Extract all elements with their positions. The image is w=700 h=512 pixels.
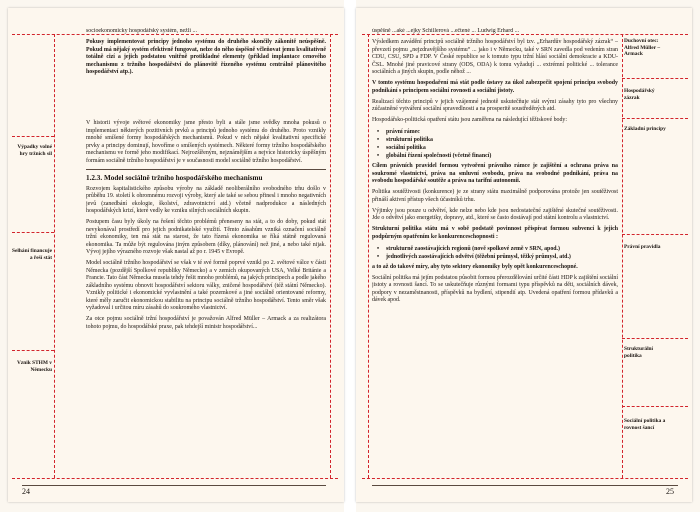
list-item: • strukturní politika	[372, 136, 618, 144]
frame-left-line	[368, 34, 369, 478]
margin-note: Výpadky volné hry tržních sil	[17, 144, 52, 157]
paragraph: Realizací těchto principů v jejich vzájemné jednotě uskutečňuje stát svými zásahy tyto pro všechny zúčastněné vytváření sociální spravedlnosti a na prosperitě soustředěných atd.	[372, 98, 618, 112]
list-item: • sociální politika	[372, 144, 618, 152]
margin-note: Sociální politika a rovnost šancí	[624, 418, 666, 431]
list-item: • globální řízení společnosti (včetně financí)	[372, 152, 618, 160]
paragraph: Model sociálně tržního hospodářství se však v té své formě poprvé vznikl po 2. světové válce v části Německa (pozdější Spolkové republiky Německo) a v zemích okupovaných USA, Velké Británie a Francie. Tato část Německa musela tehdy řešit mnoho problémů, na jakých principech a podle jakého základního systému obnovit hospodářství sektoru války, zničené hospodářství (též státní Německo). Vznikly politické i ekonomické vyvlastnění a také pozemkové a jiné sociálně orientované reformy, které měly zaručit ekonomickou stabilitu na principu sociálně tržního hospodářství. Tento směr však vyžadoval i určitou míru zásahů do soukromého vlastnictví.	[86, 260, 326, 311]
right-body-text	[372, 28, 618, 482]
note-separator	[622, 78, 688, 79]
book-gutter	[344, 0, 356, 512]
frame-right-line	[330, 34, 331, 478]
paragraph: Sociální politika má jejím podstatou působit formou přerozdělování určité části HDP k zajištění sociální jistoty a rovnosti šancí. To se uskutečňuje různými formami typu příspěvků na děti, sociálních dávek, podpory v nezaměstnanosti, příspěvků na bydlení, stipendií atp. Uvedená opatření formou přídavků a dávek apod.	[372, 274, 618, 303]
frame-margin-line	[54, 34, 55, 478]
paragraph: socioekonomicky hospodářský systém, nežli ...	[86, 28, 197, 34]
structural-list	[372, 245, 618, 261]
paragraph: Za otce pojmu sociálně tržní hospodářství je považován Alfred Müller – Armack a za realizátora tohoto pojmu, do hospodářské praxe, pak tehdejší ministr hospodářství...	[86, 316, 326, 330]
margin-note: Vznik STHM v Německu	[16, 360, 52, 373]
list-item: • strukturně zaostávajících regionů (nově spolkové země v SRN, apod.)	[372, 245, 618, 253]
paragraph: Výjimky jsou pouze u odvětví, kde nelze nebo kde jsou nedostatečné zajištěné skutečné soutěživosti. Jde o odvětví jako energetiky, dopravy, atd., které se často dostávají pod státní kontrolu a vlastnictví.	[372, 207, 618, 221]
note-separator	[12, 350, 54, 351]
page-number: 25	[666, 487, 674, 496]
margin-note: Základní principy	[624, 126, 666, 132]
note-separator	[622, 406, 688, 407]
note-separator	[622, 338, 688, 339]
paragraph: Cílem právních pravidel formou vytvoření právního rámce je zajištění a ochrana práva na soukromé vlastnictví, práva na smluvní svobodu, práva na svobodné podnikání, práva na svobodu hospodářské soutěže a práva na tarifní autonomii.	[372, 163, 618, 184]
paragraph: Výsledkem zavádění principů sociálně tržního hospodářství byl tzv. „Erhardův hospodářský zázrak“ – převzetí pojmu „nejzdravějšího systému“ ... jako i v Německu, také v SRN zavedla pod vedením stran CDU, CSU, SPD a FDP. V České republice se k tomuto typu tržní hlásí sociální demokracie a KDU-ČSL. Mnohé jiné pravicové strany (ODS, ODA) k tomu vyžadují ... extrémní politické ... tolerance sociálních a jiných skupin, podle něhož ...	[372, 39, 618, 75]
note-separator	[622, 118, 688, 119]
left-page	[8, 8, 344, 502]
note-separator	[12, 136, 54, 137]
margin-note: Právní pravidla	[624, 244, 661, 250]
spacer	[86, 80, 326, 120]
paragraph: Politika soutěživosti (konkurence) je ze strany státu maximálně podporována protože jen soutěživost přináší aktivní přístup všech účastníků trhu.	[372, 189, 618, 203]
footer-rule	[22, 485, 326, 486]
paragraph: Strukturní politika státu má v sobě podstatě povinnost přispívat formou subvencí k jejich podpůrným opatřením ke konkurenceschopnosti :	[372, 226, 618, 240]
paragraph: úspěšně ...aké ...ejky Schillerová ...ečtené ... Ludwig Erhard ...	[372, 28, 520, 34]
paragraph: V tomto systému hospodaření má stát podle ústavy za úkol zabezpečit spojení principu svobody podnikání s principem sociální rovnosti a sociální jistoty.	[372, 80, 618, 94]
policy-list	[372, 128, 618, 160]
note-separator	[622, 234, 688, 235]
section-heading: 1.2.3. Model sociálně tržního hospodářského mechanismu	[86, 173, 263, 182]
list-item: • jednotlivých zaostávajících odvětví (těžební průmysl, těžký průmysl, atd.)	[372, 253, 618, 261]
left-body-text	[86, 28, 326, 482]
page-number: 24	[22, 487, 30, 496]
paragraph: Rozvojem kapitalistického způsobu výroby na základě neoliberálního svobodného trhu došlo v průběhu 19. století k ohromnému rozvoji výroby, který ale také se sebou přinesl i mnoho negativních jevů (zanedbání ekologie, školství, zdravotnictví atd.) včetně nadprodukce a následných hospodářských krizí, které vedly ke vzniku silných sociálních skupin.	[86, 185, 326, 214]
paragraph: V historii vývoje světové ekonomiky jsme přesto byli a stále jsme svědky mnoha pokusů o implementaci některých pozitivních prvků a principů jednoho systému do druhého. Proto vznikly mnohé smíšené formy hospodářských mechanismů. Pokud v nich nějaké kvalitativní specifické prvky a principy dominují, hovoříme o smíšených systémech. Některé formy tržního hospodářského mechanismu ve formě jeho modifikací. Nejrozšířeným, nejznámějším a nejvíce historicky úspěšným formám sociálně tržního hospodářství je v současnosti model sociálně tržního hospodářství.	[86, 120, 326, 164]
section-divider	[86, 169, 326, 170]
paragraph: Postupem času byly úkoly na řešení těchto problémů přeneseny na stát, a to do doby, pokud stát nevykonával prostředí pro jejich podnikatelské využití. Těmto zásahům vzniká označení sociálně tržní ekonomiky, ten má stát na starost, že tato řízená ekonomika se říká státně regulovaná ekonomika. Ta může být regulována jiným způsobem (díky, plánování) než jiné, a nebo také nijak. Vývoj jejího výrazného rozvoje však nastal až po r. 1945 v Evropě.	[86, 219, 326, 255]
paragraph: Hospodářsko-politická opatření státu jsou zaměřena na následující těžiskové body:	[372, 117, 567, 123]
margin-note: Duchovní otec: Alfred Müller – Armack	[624, 38, 661, 58]
margin-note: Hospodářský zázrak	[624, 88, 655, 101]
note-separator	[12, 232, 54, 233]
frame-margin-line	[622, 34, 623, 478]
margin-note: Strukturální politika	[624, 346, 654, 359]
paragraph: Pokusy implementovat principy jednoho systému do druhého skončily zákonitě neúspěšně. Pokud má nějaký systém efektivně fungovat, nelze do něho úspěšně včleňovat jemu kvalitativně totálně cizí a jejich podstatou vnitřně protikladné elementy (příklad implantace cenového mechanismu z tržního hospodářství do plánovitě řízeného systému centrálně plánovitého hospodářství atp.).	[86, 39, 326, 75]
footer-rule	[372, 485, 678, 486]
right-page	[356, 8, 692, 502]
margin-note: Selhání financuje a řeší stát	[12, 248, 52, 261]
paragraph: a to až do takové míry, aby tyto sektory ekonomiky byly opět konkurenceschopné.	[372, 263, 578, 270]
list-item: • právní rámec	[372, 128, 618, 136]
